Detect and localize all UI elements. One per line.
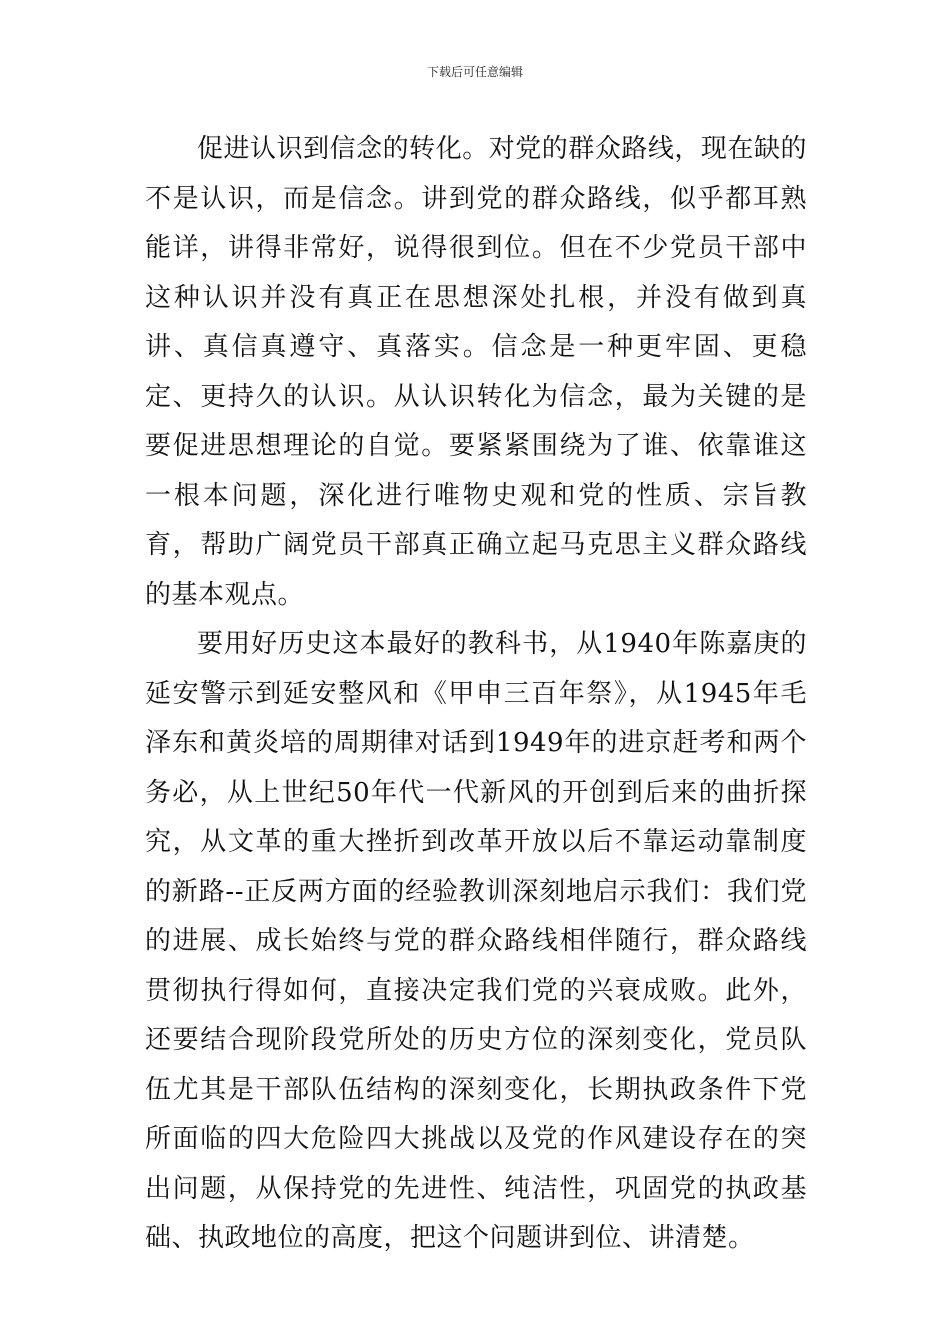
document-body [145,125,807,1264]
page-header: 下载后可任意编辑 [426,65,523,79]
paragraph-1: 促进认识到信念的转化。对党的群众路线，现在缺的不是认识，而是信念。讲到党的群众路线，似乎都耳熟能详，讲得非常好，说得很到位。但在不少党员干部中这种认识并没有真正在思想深处扎根，并没有做到真讲、真信真遵守、真落实。信念是一种更牢固、更稳定、更持久的认识。从认识转化为信念，最为关键的是要促进思想理论的自觉。要紧紧围绕为了谁、依靠谁这一根本问题，深化进行唯物史观和党的性质、宗旨教育，帮助广阔党员干部真正确立起马克思主义群众路线的基本观点。 [145,134,807,610]
paragraph-2: 要用好历史这本最好的教科书，从1940年陈嘉庚的延安警示到延安整风和《甲申三百年祭》，从1945年毛泽东和黄炎培的周期律对话到1949年的进京赶考和两个务必，从上世纪50年代一代新风的开创到后来的曲折探究，从文革的重大挫折到改革开放以后不靠运动靠制度的新路--正反两方面的经验教训深刻地启示我们：我们党的进展、成长始终与党的群众路线相伴随行，群众路线贯彻执行得如何，直接决定我们党的兴衰成败。此外，还要结合现阶段党所处的历史方位的深刻变化，党员队伍尤其是干部队伍结构的深刻变化，长期执政条件下党所面临的四大危险四大挑战以及党的作风建设存在的突出问题，从保持党的先进性、纯洁性，巩固党的执政基础、执政地位的高度，把这个问题讲到位、讲清楚。 [145,629,807,1253]
